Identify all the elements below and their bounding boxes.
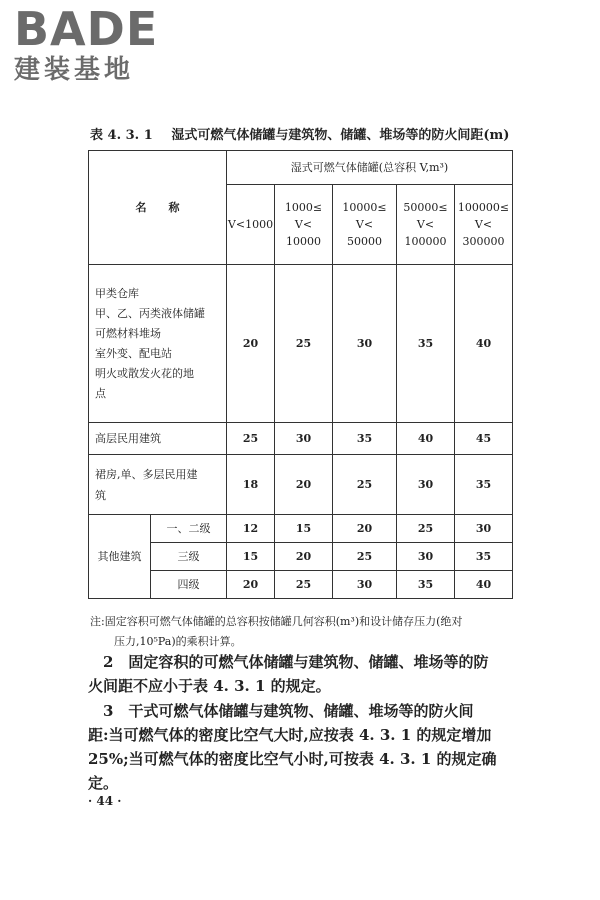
paragraph-line: 定。 [88,774,119,792]
logo-wordmark: BADE [14,2,159,56]
volume-header-line: V< [416,218,435,231]
page-number: · 44 · [88,794,122,808]
table-cell: 25 [333,543,397,571]
row-name-line: 明火或散发火花的地 [95,366,194,380]
table-cell: 20 [275,543,333,571]
row-name [89,455,227,515]
row-name [89,423,227,455]
row-name-line: 甲类仓库 [95,286,139,300]
volume-header-line: 100000 [404,235,447,248]
logo [14,2,174,92]
table-cell: 30 [455,515,513,543]
volume-header [397,185,455,265]
table-cell: 35 [333,423,397,455]
fire-distance-table [88,150,513,599]
volume-header-line: 50000 [347,235,382,248]
logo-subtitle: 建装基地 [14,55,135,85]
note-line: 压力,10⁵Pa)的乘积计算。 [114,635,242,648]
note-line: 注:固定容积可燃气体储罐的总容积按储罐几何容积(m³)和设计储存压力(绝对 [90,615,463,628]
volume-header [227,185,275,265]
table-cell: 45 [455,423,513,455]
row-name [89,265,227,423]
header-name: 名 称 [89,151,227,265]
table-cell: 40 [455,265,513,423]
table-cell: 20 [227,571,275,599]
table-cell: 25 [333,455,397,515]
table-cell: 40 [455,571,513,599]
paragraph-line: 距:当可燃气体的密度比空气大时,应按表 4. 3. 1 的规定增加 [88,726,492,744]
table-cell: 12 [227,515,275,543]
row-name-line: 筑 [95,488,106,502]
table-title: 湿式可燃气体储罐与建筑物、储罐、堆场等的防火间距(m) [171,128,510,143]
row-name-line: 高层民用建筑 [95,432,161,445]
table-cell: 30 [333,265,397,423]
row-name-line: 点 [95,386,106,400]
table-cell: 15 [275,515,333,543]
table-cell: 25 [275,571,333,599]
table-cell: 15 [227,543,275,571]
volume-header-line: 10000≤ [342,201,387,214]
table-cell: 25 [275,265,333,423]
volume-header-line: 100000≤ [457,201,510,214]
table-cell: 30 [275,423,333,455]
table-cell: 30 [397,543,455,571]
volume-header-line: 10000 [286,235,321,248]
other-group-label: 其他建筑 [89,515,151,599]
table-cell: 30 [397,455,455,515]
table-cell: 35 [397,265,455,423]
paragraph-line: 火间距不应小于表 4. 3. 1 的规定。 [88,677,331,695]
paragraph-item-3 [88,699,518,795]
table-cell: 30 [333,571,397,599]
volume-header [455,185,513,265]
volume-header-line: V< [474,218,493,231]
table-note [90,612,530,652]
paragraph-line: 2 固定容积的可燃气体储罐与建筑物、储罐、堆场等的防 [88,653,489,671]
volume-header [333,185,397,265]
paragraph-item-2 [88,650,518,698]
row-name-line: 甲、乙、丙类液体储罐 [95,306,205,320]
grade-label: 四级 [151,571,227,599]
volume-header-line: 50000≤ [403,201,448,214]
volume-header-line: V< [355,218,374,231]
paragraph-line: 3 干式可燃气体储罐与建筑物、储罐、堆场等的防火间 [88,702,474,720]
table-number: 表 4. 3. 1 [90,128,153,143]
volume-header-line: 300000 [462,235,505,248]
row-name-line: 室外变、配电站 [95,346,172,360]
table-cell: 20 [333,515,397,543]
table-cell: 35 [397,571,455,599]
paragraph-line: 25%;当可燃气体的密度比空气小时,可按表 4. 3. 1 的规定确 [88,750,497,768]
volume-header-line: V< [294,218,313,231]
header-group: 湿式可燃气体储罐(总容积 V,m³) [227,151,513,185]
grade-label: 三级 [151,543,227,571]
table-cell: 25 [397,515,455,543]
volume-header-line: 1000≤ [284,201,323,214]
table-cell: 18 [227,455,275,515]
table-cell: 35 [455,455,513,515]
volume-header [275,185,333,265]
table-cell: 20 [275,455,333,515]
row-name-line: 裙房,单、多层民用建 [95,467,198,481]
volume-header-line: V<1000 [227,218,274,231]
table-cell: 40 [397,423,455,455]
row-name-line: 可燃材料堆场 [95,326,161,340]
table-cell: 20 [227,265,275,423]
table-caption [90,124,550,143]
grade-label: 一、二级 [151,515,227,543]
table-cell: 35 [455,543,513,571]
table-cell: 25 [227,423,275,455]
